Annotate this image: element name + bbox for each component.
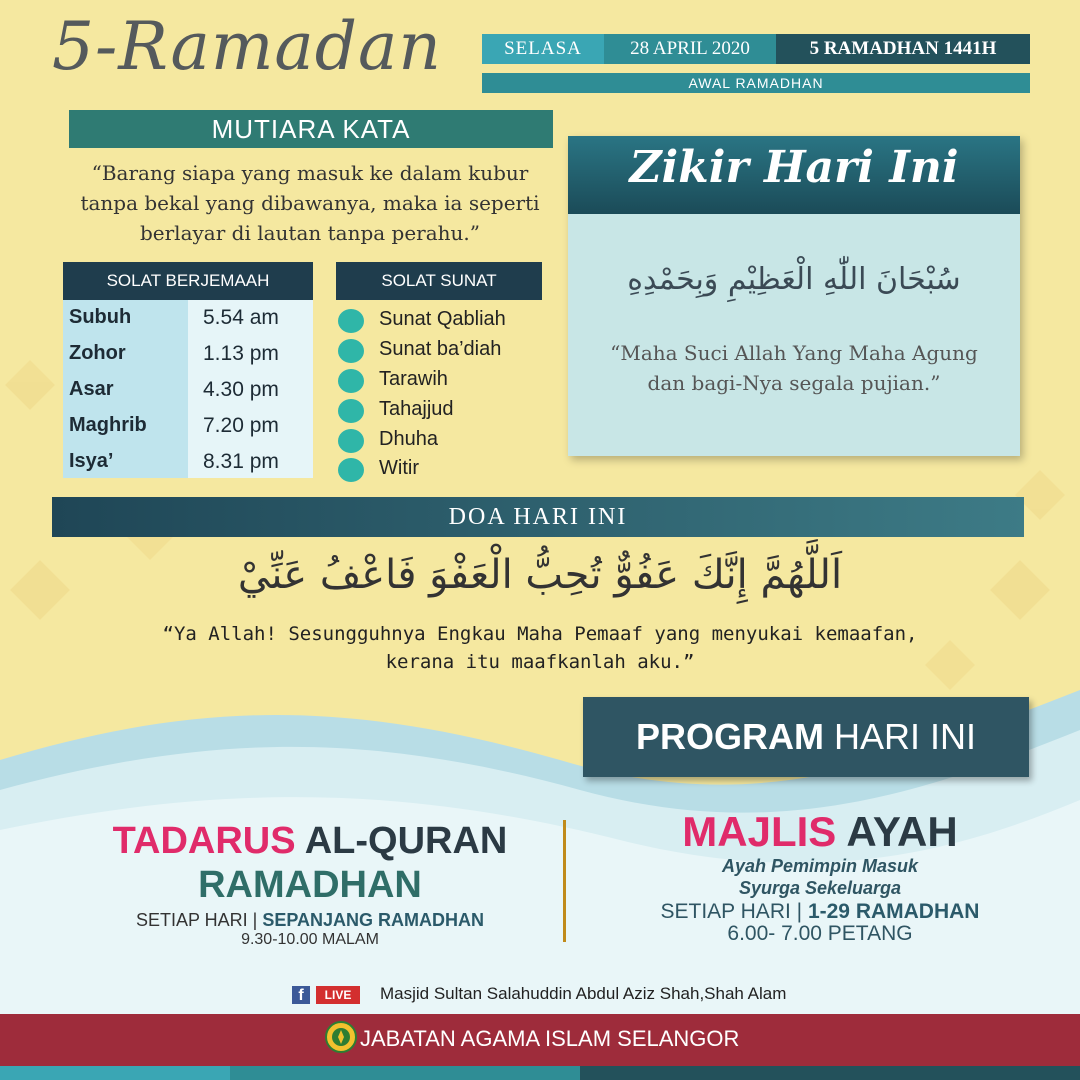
sunat-label: Sunat Qabliah xyxy=(379,308,506,330)
mutiara-kata-quote xyxy=(55,158,565,248)
ramadhan-phase: AWAL RAMADHAN xyxy=(482,73,1030,93)
tadarus-title xyxy=(80,820,540,863)
translation-line: “Maha Suci Allah Yang Maha Agung xyxy=(610,341,978,365)
sunat-label: Tahajjud xyxy=(379,398,454,420)
program-heading xyxy=(583,697,1029,777)
sunat-label: Witir xyxy=(379,457,419,479)
solat-sunat-heading: SOLAT SUNAT xyxy=(336,262,542,300)
prayer-time: 5.54 am xyxy=(203,306,279,329)
zikir-arabic: سُبْحَانَ اللّٰهِ الْعَظِيْمِ وَبِحَمْدِهِ xyxy=(627,262,961,297)
prayer-time: 8.31 pm xyxy=(203,450,279,473)
program-heading-bold: PROGRAM xyxy=(635,716,824,757)
program-heading-rest: HARI INI xyxy=(823,716,976,757)
bullet-icon xyxy=(338,309,364,333)
table-row xyxy=(63,300,313,336)
hijri-date: 5 RAMADHAN 1441H xyxy=(776,34,1030,64)
day-label: SELASA xyxy=(482,34,604,64)
table-row xyxy=(63,444,313,480)
prayer-time: 4.30 pm xyxy=(203,378,279,401)
stripe xyxy=(580,1066,1080,1080)
stripe xyxy=(0,1066,230,1080)
quote-line: berlayar di lautan tanpa perahu.” xyxy=(139,221,480,245)
live-badge: LIVE xyxy=(316,986,360,1004)
table-row xyxy=(63,372,313,408)
majlis-title xyxy=(590,808,1050,856)
facebook-icon: f xyxy=(292,986,310,1004)
quote-line: “Barang siapa yang masuk ke dalam kubur xyxy=(91,161,529,185)
prayer-name: Subuh xyxy=(69,306,132,328)
prayer-times-table xyxy=(63,300,313,478)
selangor-emblem-icon xyxy=(325,1020,357,1054)
prayer-time: 1.13 pm xyxy=(203,342,279,365)
majlis-title-rest: AYAH xyxy=(836,808,958,855)
stripe xyxy=(230,1066,580,1080)
tadarus-title-line2: RAMADHAN xyxy=(198,864,422,906)
zikir-title: Zikir Hari Ini xyxy=(629,142,959,193)
majlis-title-highlight: MAJLIS xyxy=(682,808,837,855)
prayer-name: Asar xyxy=(69,378,114,400)
schedule-period: 1-29 RAMADHAN xyxy=(807,900,980,923)
gregorian-date: 28 APRIL 2020 xyxy=(604,34,776,64)
program-divider xyxy=(563,820,566,942)
sunat-label: Sunat ba’diah xyxy=(379,338,502,360)
bullet-icon xyxy=(338,399,364,423)
translation-line: kerana itu maafkanlah aku.” xyxy=(385,651,695,673)
tadarus-time: 9.30-10.00 MALAM xyxy=(241,931,379,948)
schedule-period: SEPANJANG RAMADHAN xyxy=(262,910,485,930)
majlis-time: 6.00- 7.00 PETANG xyxy=(727,922,913,945)
date-bar xyxy=(482,34,1030,64)
translation-line: “Ya Allah! Sesungguhnya Engkau Maha Pemaaf yang menyukai kemaafan, xyxy=(162,623,918,645)
bullet-icon xyxy=(338,429,364,453)
page-title: 5-Ramadan xyxy=(52,8,442,85)
subtitle-line: Ayah Pemimpin Masuk xyxy=(721,856,919,876)
solat-berjemaah-heading: SOLAT BERJEMAAH xyxy=(63,262,313,300)
tadarus-title-highlight: TADARUS xyxy=(112,820,296,862)
translation-line: dan bagi-Nya segala pujian.” xyxy=(647,371,941,395)
organization-name: JABATAN AGAMA ISLAM SELANGOR xyxy=(360,1026,740,1051)
bullet-icon xyxy=(338,458,364,482)
doa-translation xyxy=(60,620,1020,676)
quote-line: tanpa bekal yang dibawanya, maka ia seperti xyxy=(80,191,540,215)
mutiara-kata-heading: MUTIARA KATA xyxy=(69,110,553,148)
doa-heading: DOA HARI INI xyxy=(52,497,1024,537)
prayer-name: Maghrib xyxy=(69,414,147,436)
table-row xyxy=(63,408,313,444)
schedule-prefix: SETIAP HARI | xyxy=(660,900,808,923)
sunat-label: Tarawih xyxy=(379,368,448,390)
schedule-prefix: SETIAP HARI | xyxy=(135,910,263,930)
majlis-subtitle xyxy=(590,855,1050,899)
table-row xyxy=(63,336,313,372)
majlis-schedule xyxy=(590,900,1050,924)
prayer-time: 7.20 pm xyxy=(203,414,279,437)
bullet-icon xyxy=(338,339,364,363)
bullet-icon xyxy=(338,369,364,393)
zikir-translation xyxy=(568,338,1020,398)
footer-stripes xyxy=(0,1066,1080,1080)
subtitle-line: Syurga Sekeluarga xyxy=(738,878,902,898)
sunat-label: Dhuha xyxy=(379,428,438,450)
tadarus-schedule xyxy=(80,910,540,931)
prayer-name: Isya’ xyxy=(69,450,114,472)
venue-name: Masjid Sultan Salahuddin Abdul Aziz Shah,Shah Alam xyxy=(380,984,787,1003)
prayer-name: Zohor xyxy=(69,342,126,364)
tadarus-title-rest: AL-QURAN xyxy=(295,820,508,862)
doa-arabic: اَللَّهُمَّ إِنَّكَ عَفُوٌّ تُحِبُّ الْعَفْوَ فَاعْفُ عَنِّيْ xyxy=(237,552,843,598)
